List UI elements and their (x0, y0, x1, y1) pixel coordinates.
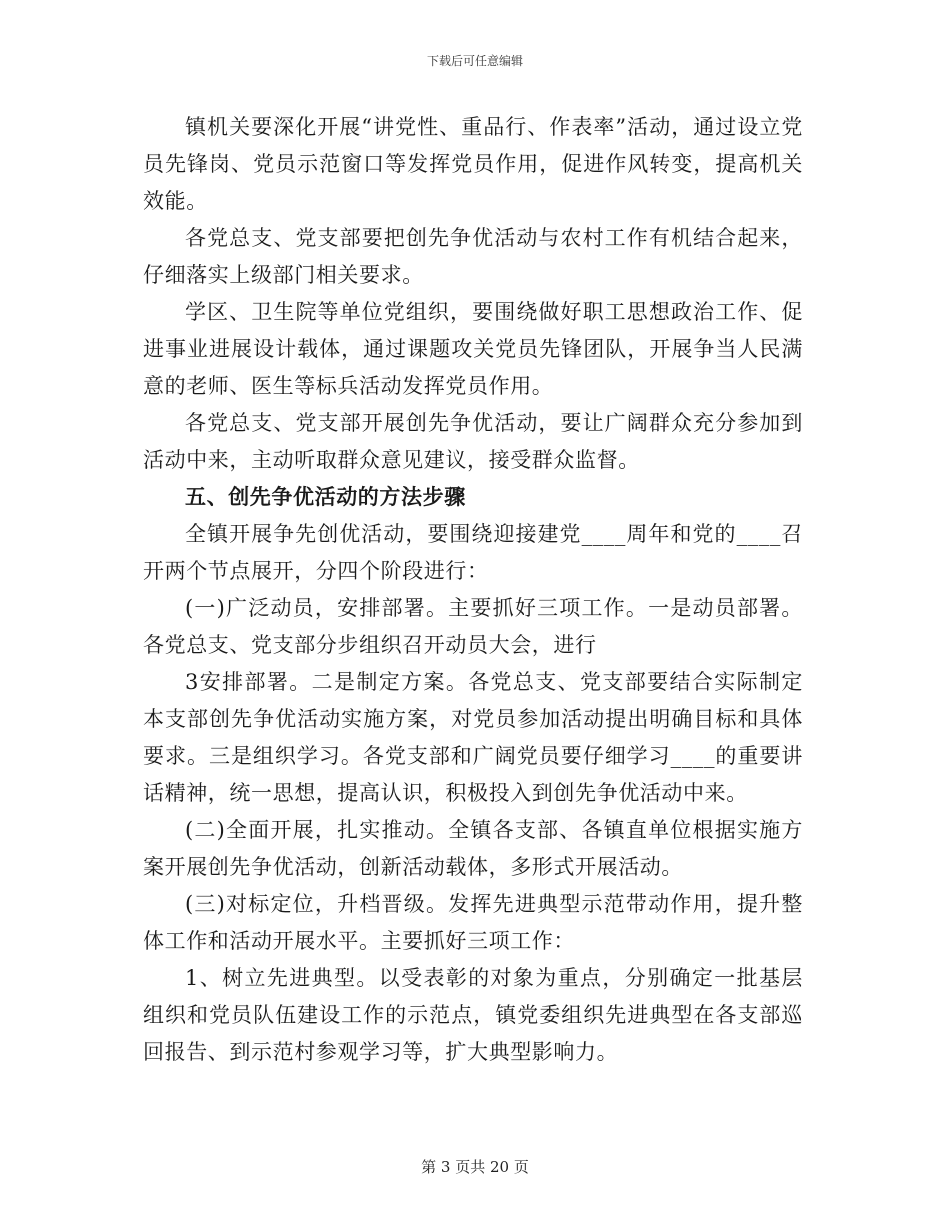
paragraph-9: (三)对标定位，升档晋级。发挥先进典型示范带动作用，提升整体工作和活动开展水平。主要抓好三项工作： (143, 892, 803, 953)
paragraph-7: 3安排部署。二是制定方案。各党总支、党支部要结合实际制定本支部创先争优活动实施方案，对党员参加活动提出明确目标和具体要求。三是组织学习。各党支部和广阔党员要仔细学习____的重要讲话精神，统一思想，提高认识，积极投入到创先争优活动中来。 (143, 670, 803, 805)
document-body (143, 109, 803, 1071)
paragraph-6: (一)广泛动员，安排部署。主要抓好三项工作。一是动员部署。各党总支、党支部分步组织召开动员大会，进行 (143, 596, 803, 657)
paragraph-5: 全镇开展争先创优活动，要围绕迎接建党____周年和党的____召开两个节点展开，分四个阶段进行： (143, 522, 803, 583)
page-number: 第 3 页共 20 页 (421, 1158, 529, 1176)
page-header-note: 下载后可任意编辑 (426, 54, 523, 68)
paragraph-10: 1、树立先进典型。以受表彰的对象为重点，分别确定一批基层组织和党员队伍建设工作的示范点，镇党委组织先进典型在各支部巡回报告、到示范村参观学习等，扩大典型影响力。 (143, 966, 803, 1064)
paragraph-4: 各党总支、党支部开展创先争优活动，要让广阔群众充分参加到活动中来，主动听取群众意见建议，接受群众监督。 (143, 411, 803, 472)
paragraph-2: 各党总支、党支部要把创先争优活动与农村工作有机结合起来，仔细落实上级部门相关要求。 (143, 226, 803, 287)
paragraph-1: 镇机关要深化开展“讲党性、重品行、作表率”活动，通过设立党员先锋岗、党员示范窗口等发挥党员作用，促进作风转变，提高机关效能。 (143, 115, 803, 213)
section-heading-5: 五、创先争优活动的方法步骤 (185, 485, 466, 509)
paragraph-8: (二)全面开展，扎实推动。全镇各支部、各镇直单位根据实施方案开展创先争优活动，创新活动载体，多形式开展活动。 (143, 818, 803, 879)
paragraph-3: 学区、卫生院等单位党组织，要围绕做好职工思想政治工作、促进事业进展设计载体，通过课题攻关党员先锋团队，开展争当人民满意的老师、医生等标兵活动发挥党员作用。 (143, 300, 803, 398)
